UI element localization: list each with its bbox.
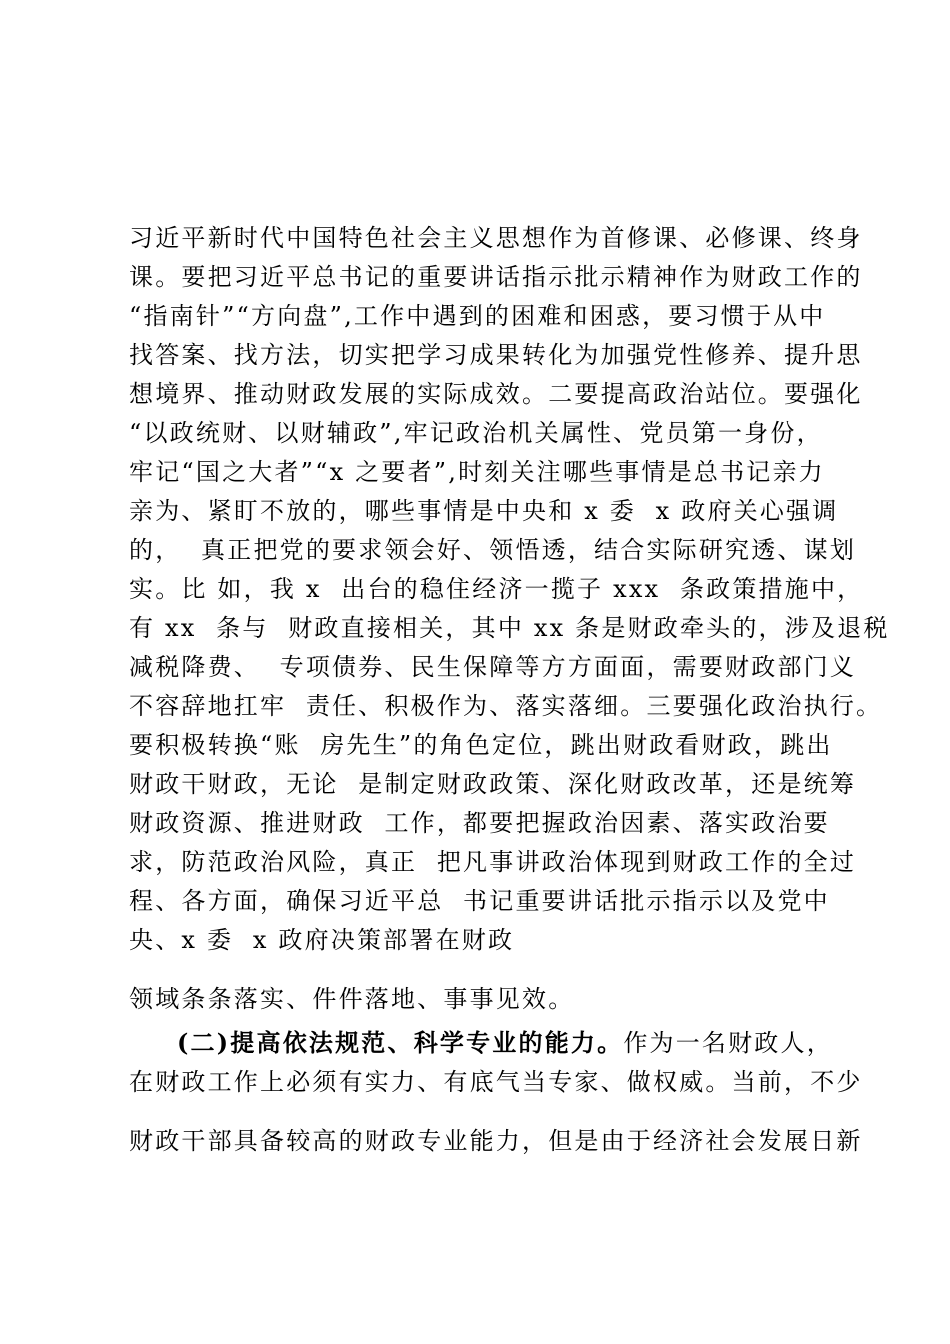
body-line: 牢记“国之大者”“x 之要者”,时刻关注哪些事情是总书记亲力 <box>129 458 825 486</box>
section-line <box>177 1028 833 1058</box>
section-text: 作为一名财政人， <box>623 1029 833 1057</box>
body-line: “指南针”“方向盘”,工作中遇到的困难和困惑，要习惯于从中 <box>129 302 826 330</box>
body-line: 领域条条落实、件件落地、事事见效。 <box>129 985 575 1013</box>
body-line: 在财政工作上必须有实力、有底气当专家、做权威。当前，不少 <box>129 1068 863 1096</box>
body-line: 财政干财政，无论 是制定财政政策、深化财政改革，还是统筹 <box>129 770 857 798</box>
body-line: 央、x 委 x 政府决策部署在财政 <box>129 926 515 954</box>
body-line: 减税降费、 专项债券、民生保障等方方面面，需要财政部门义 <box>129 653 857 681</box>
body-line: “以政统财、以财辅政”,牢记政治机关属性、党员第一身份， <box>129 419 823 447</box>
body-line: 财政资源、推进财政 工作，都要把握政治因素、落实政治要 <box>129 809 830 837</box>
body-line: 习近平新时代中国特色社会主义思想作为首修课、必修课、终身 <box>129 224 863 252</box>
body-line: 有 xx 条与 财政直接相关，其中 xx 条是财政牵头的，涉及退税 <box>129 614 890 642</box>
body-line: 想境界、推动财政发展的实际成效。二要提高政治站位。要强化 <box>129 380 863 408</box>
body-line: 找答案、找方法，切实把学习成果转化为加强党性修养、提升思 <box>129 341 863 369</box>
body-line: 课。要把习近平总书记的重要讲话指示批示精神作为财政工作的 <box>129 263 863 291</box>
body-line: 要积极转换“账 房先生”的角色定位，跳出财政看财政，跳出 <box>129 731 833 759</box>
body-line: 不容辞地扛牢 责任、积极作为、落实落细。三要强化政治执行。 <box>129 692 883 720</box>
body-line: 亲为、紧盯不放的，哪些事情是中央和 x 委 x 政府关心强调 <box>129 497 839 525</box>
body-line: 的， 真正把党的要求领会好、领悟透，结合实际研究透、谋划 <box>129 536 857 564</box>
body-line: 实。比 如，我 x 出台的稳住经济一揽子 xxx 条政策措施中， <box>129 575 864 603</box>
section-heading: (二)提高依法规范、科学专业的能力。 <box>177 1028 624 1057</box>
body-line: 求，防范政治风险，真正 把凡事讲政治体现到财政工作的全过 <box>129 848 857 876</box>
body-line: 财政干部具备较高的财政专业能力，但是由于经济社会发展日新 <box>129 1127 863 1155</box>
body-line: 程、各方面，确保习近平总 书记重要讲话批示指示以及党中 <box>129 887 830 915</box>
